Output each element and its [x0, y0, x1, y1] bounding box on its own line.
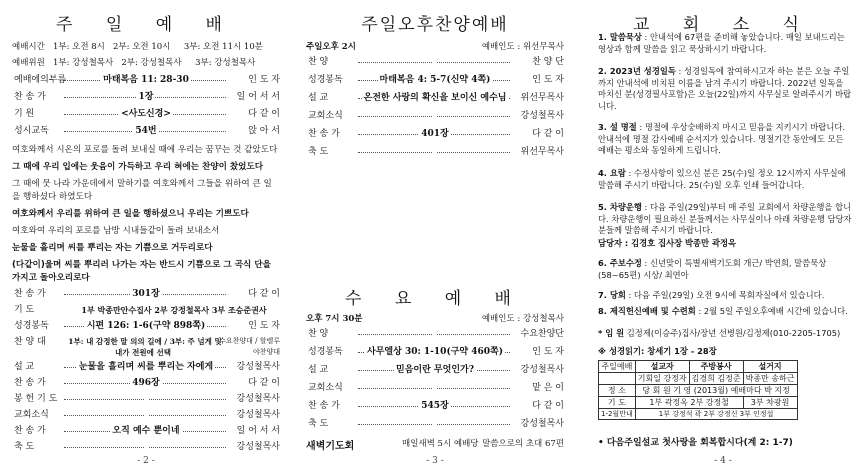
order-row: 성시교독 54번 앉 아 서	[14, 126, 280, 136]
order-row: 설 교 믿음이란 무엇인가? 강성철목사	[308, 365, 564, 375]
notice-5-contact: 담당자 : 김경호 집사장 박종만 곽정옥	[598, 238, 736, 248]
notice-1: 1. 말씀묵상 : 안내석에 67편을 준비해 놓았습니다. 매일 보내드리는 영상과 함께 말씀을 읽고 묵상하시기 바랍니다.	[598, 32, 845, 54]
order-row: 성경봉독 사무엘상 30: 1-10(구약 460쪽) 인 도 자	[308, 347, 564, 357]
reading-line: (다같이)울며 씨를 뿌리러 나가는 자는 반드시 기쁨으로 그 곡식 단을 가지고 돌아오리로다	[12, 260, 271, 283]
notice-2: 2. 2023년 성경일독 : 성경일독에 참여하시고자 하는 분은 오늘 주일까지 안내석에 비치된 이름을 남겨 주시기 바랍니다. 2022년 일독을 마치신 분(성경필사포함)은 오늘(22일)까지 사무실로 알려주시기 바랍니다.	[598, 66, 852, 111]
responsive-reading	[12, 144, 280, 285]
order-row: 축 도 강성철목사	[14, 442, 280, 452]
table-row: 기 도 1부 곽정옥 2부 강정철 3부 차광원	[599, 397, 798, 409]
page-title: 주 일 예 배	[56, 15, 236, 35]
order-row: 설 교 눈물을 흘리며 씨를 뿌리는 자에게 강성철목사	[14, 362, 280, 372]
notice-8: 8. 제직헌신예배 및 수련회 : 2월 5일 주일오후예배 시간에 있습니다.	[598, 306, 848, 316]
order-row: 예배에의부름 마태복음 11: 28-30 인 도 자	[14, 75, 280, 85]
reading-line: 여호와여 우리의 포로를 남방 시내들같이 돌려 보내소서	[12, 226, 220, 236]
order-row: 찬 양 찬 양 단	[308, 57, 564, 67]
table-row: 주일예배 설교자 주방봉사 설거지	[599, 361, 798, 373]
dawn-prayer: 새벽기도회 매일새벽 5시 예배당 말씀으로의 초대 67편	[306, 439, 564, 452]
label: 예배위원	[12, 58, 45, 68]
time-1: 1부: 오전 8시	[52, 42, 105, 52]
order-row: 교회소식 맡 은 이	[308, 383, 564, 393]
table-row: 1-2월만내 1부 강정석 곽 2부 강정신 3부 인정섭	[599, 409, 798, 420]
order-row: 찬 양 수요찬양단	[308, 329, 564, 339]
reading-line: 여호와께서 시온의 포로를 돌려 보내실 때에 우리는 꿈꾸는 것 같았도다	[12, 145, 278, 155]
reading-line: 여호와께서 우리를 위하여 큰 일을 행하셨으니 우리는 기쁘도다	[12, 209, 249, 219]
order-row: 축 도 위선무목사	[308, 147, 564, 157]
order-row: 성경봉독 마태복음 4: 5-7(신약 4쪽) 인 도 자	[308, 75, 564, 85]
order-row: 축 도 강성철목사	[308, 419, 564, 429]
page-number: - 3 -	[426, 456, 444, 466]
next-sermon: • 다음주일설교 첫사랑을 회복합시다(계 2: 1-7)	[598, 438, 793, 448]
time-2: 2부: 오전 10시	[113, 42, 171, 52]
order-row: 봉 헌 기 도 강성철목사	[14, 394, 280, 404]
page-4-column	[590, 0, 856, 472]
notice-5: 5. 차량운행 : 다음 주일(29일)부터 매 주일 교회에서 차량운행을 합니다. 차량운행이 필요하신 분들께서는 사무실이나 아래 차량운행 담당자분들께 말씀해 주시기 바랍니다.	[598, 202, 852, 235]
afternoon-header: 주일오후 2시 예배인도 : 위선무목사	[306, 42, 564, 52]
page-3-column	[300, 0, 570, 472]
page-title: 주일오후찬양예배	[361, 15, 509, 35]
order-row: 기 원 <사도신경> 다 같 이	[14, 109, 280, 119]
notice-4: 4. 요람 : 수정사항이 있으신 분은 25(수)일 정오 12시까지 사무실에 말씀해 주시기 바랍니다. 25(수)일 오후 인쇄 들어갑니다.	[598, 168, 846, 190]
order-row: 찬 송 가 545장 다 같 이	[308, 401, 564, 411]
order-row: 찬 양 대 1부: 내 감정한 말 의의 길에 / 3부: 주 넘게 및 내가 전원에 선택 수요찬양대 / 할렐루야찬양대	[14, 337, 280, 357]
order-row: 교회소식 강성철목사	[308, 111, 564, 121]
time-3: 3부: 오전 11시 10분	[183, 42, 263, 52]
order-row: 교회소식 강성철목사	[14, 410, 280, 420]
leader-1: 1부: 강성철목사	[52, 58, 114, 68]
leader-3: 3부: 강성철목사	[195, 58, 256, 68]
order-row: 기 도 1부 박종만안수집사 2부 강정철목사 3부 조승준권사	[14, 305, 267, 315]
service-times	[12, 40, 280, 52]
leader-2: 2부: 강성철목사	[121, 58, 182, 68]
order-row: 찬 송 가 오직 예수 뿐이네 일 어 서 서	[14, 426, 280, 436]
order-row: 성경봉독 시편 126: 1-6(구약 898쪽) 인 도 자	[14, 321, 280, 331]
notice-3: 3. 설 명절 : 명절에 우상숭배하지 마시고 믿음을 지키시기 바랍니다. 안내석에 명절 감사예배 순서지가 있습니다. 명절기간 동안에도 모든 예배는 평소와 동일하게 드립니다.	[598, 122, 845, 155]
table-row: 기회일 강정자 김경희 김정준 박종만 송하근	[599, 373, 798, 385]
service-schedule-table	[598, 360, 798, 420]
page-number: - 2 -	[137, 456, 155, 466]
order-row: 찬 송 가 496장 다 같 이	[14, 378, 280, 388]
reading-line: 그 때에 우리 입에는 웃음이 가득하고 우리 혀에는 찬양이 찼었도다	[12, 162, 264, 172]
notice-6: 6. 주보수정 : 신년맞이 특별새벽기도회 개근/ 박연희, 말씀묵상(58~65편) 시상/ 최연아	[598, 258, 827, 280]
wednesday-title: 수 요 예 배	[345, 289, 525, 309]
table-row: 정 소 당 회 원 기 영 (2013월) 예배마다 박 지정	[599, 385, 798, 397]
reading-line: 눈물을 흘리며 씨를 뿌리는 자는 기쁨으로 거두리로다	[12, 243, 213, 253]
order-row: 찬 송 가 301장 다 같 이	[14, 289, 280, 299]
page-2-column	[6, 0, 286, 472]
service-leaders	[12, 56, 280, 68]
notice-officers: * 임 원 김정제(이승주)집사/장년 선병원/김정제(010-2205-1705)	[598, 328, 841, 338]
order-row: 찬 송 가 401장 다 같 이	[308, 129, 564, 139]
page-title: 교 회 소 식	[633, 15, 813, 35]
schedule-title: ※ 성경읽기: 창세기 1장 - 28장	[598, 346, 717, 356]
notice-7: 7. 당회 : 다음 주일(29일) 오전 9시에 목회자실에서 있습니다.	[598, 290, 825, 300]
label: 예배시간	[12, 42, 45, 52]
page-number: - 4 -	[714, 456, 732, 466]
order-row: 찬 송 가 1장 일 어 서 서	[14, 92, 280, 102]
order-row: 설 교 온전한 사랑의 확신을 보이신 예수님 위선무목사	[308, 93, 564, 103]
wednesday-header: 오후 7시 30분 예배인도 : 강성철목사	[306, 314, 564, 324]
reading-line: 그 때에 뭇 나라 가운데에서 말하기를 여호와께서 그들을 위하여 큰 일을 행하셨다 하였도다	[12, 179, 272, 202]
